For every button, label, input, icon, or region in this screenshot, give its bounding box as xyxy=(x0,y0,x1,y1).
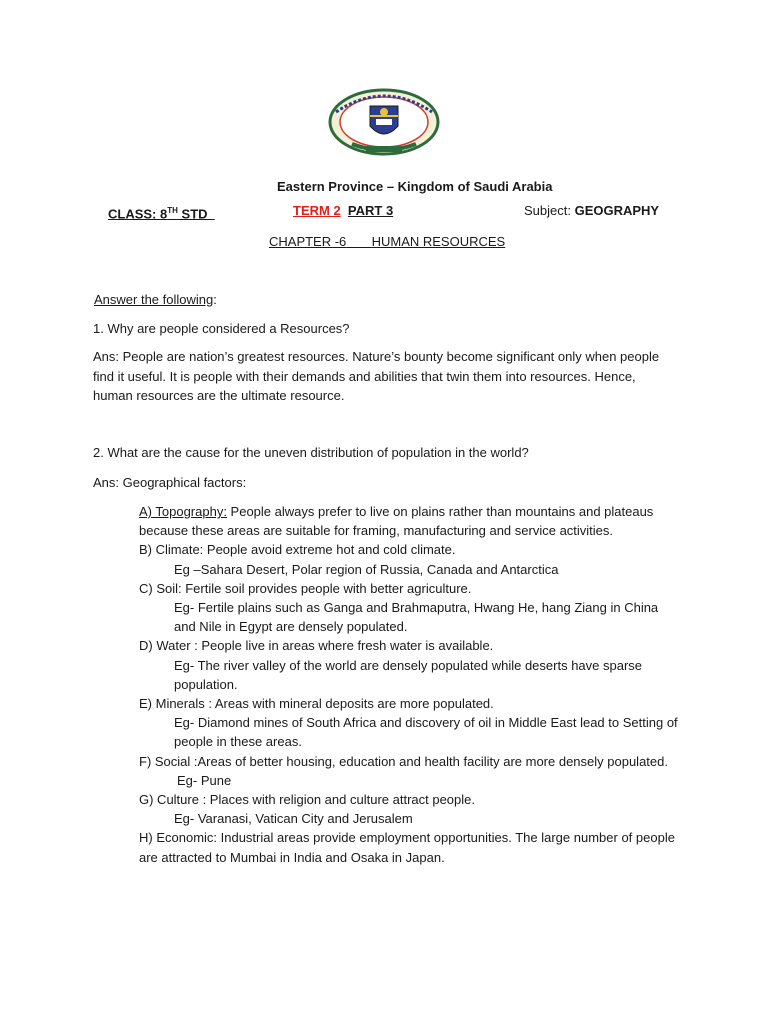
factor-topography: A) Topography: People always prefer to live on plains rather than mountains and plateaus because these areas are suitable for framing, manufacturing and service activities. xyxy=(139,504,654,539)
school-crest-logo xyxy=(322,86,446,156)
part-label: PART 3 xyxy=(347,203,394,218)
factor-economic: H) Economic: Industrial areas provide employment opportunities. The large number of people are attracted to Mumbai in India and Osaka in Japan. xyxy=(139,830,675,865)
question-2: 2. What are the cause for the uneven distribution of population in the world? xyxy=(93,445,529,460)
factor-minerals-example: Eg- Diamond mines of South Africa and discovery of oil in Middle East lead to Setting of people in these areas. xyxy=(174,715,678,750)
factor-culture-example: Eg- Varanasi, Vatican City and Jerusalem xyxy=(174,811,413,827)
factor-social-example: Eg- Pune xyxy=(177,772,232,788)
factor-water: D) Water : People live in areas where fresh water is available. xyxy=(139,638,494,654)
instruction-text: Answer the following: xyxy=(94,292,217,307)
chapter-heading: CHAPTER -6 HUMAN RESOURCES xyxy=(269,234,506,249)
factor-culture: G) Culture : Places with religion and culture attract people. xyxy=(139,792,476,808)
answer-1: Ans: People are nation’s greatest resources. Nature’s bounty become significant only when people find it useful. It is people with their demands and abilities that twin them into resources. Hence, human resources are the ultimate resource. xyxy=(93,349,660,403)
factor-climate: B) Climate: People avoid extreme hot and cold climate. xyxy=(139,542,456,558)
factor-climate-example: Eg –Sahara Desert, Polar region of Russia, Canada and Antarctica xyxy=(174,561,559,577)
term-part-label xyxy=(293,201,393,220)
factor-soil: C) Soil: Fertile soil provides people with better agriculture. xyxy=(139,580,472,596)
question-1: 1. Why are people considered a Resources? xyxy=(93,321,350,336)
factor-list xyxy=(139,502,679,867)
class-label: CLASS: 8TH STD xyxy=(108,206,208,222)
factor-soil-example: Eg- Fertile plains such as Ganga and Brahmaputra, Hwang He, hang Ziang in China and Nile in Egypt are densely populated. xyxy=(174,600,659,635)
factor-social: F) Social :Areas of better housing, education and health facility are more densely populated. xyxy=(139,753,668,769)
factor-minerals: E) Minerals : Areas with mineral deposits are more populated. xyxy=(139,696,494,712)
subject-value: GEOGRAPHY xyxy=(574,203,660,218)
factor-water-example: Eg- The river valley of the world are densely populated while deserts have sparse population. xyxy=(174,657,643,692)
location-line: Eastern Province – Kingdom of Saudi Arabia xyxy=(277,179,553,194)
term-label: TERM 2 xyxy=(293,203,341,218)
subject-label: Subject: GEOGRAPHY xyxy=(524,203,660,218)
answer-2-intro: Ans: Geographical factors: xyxy=(93,475,247,490)
